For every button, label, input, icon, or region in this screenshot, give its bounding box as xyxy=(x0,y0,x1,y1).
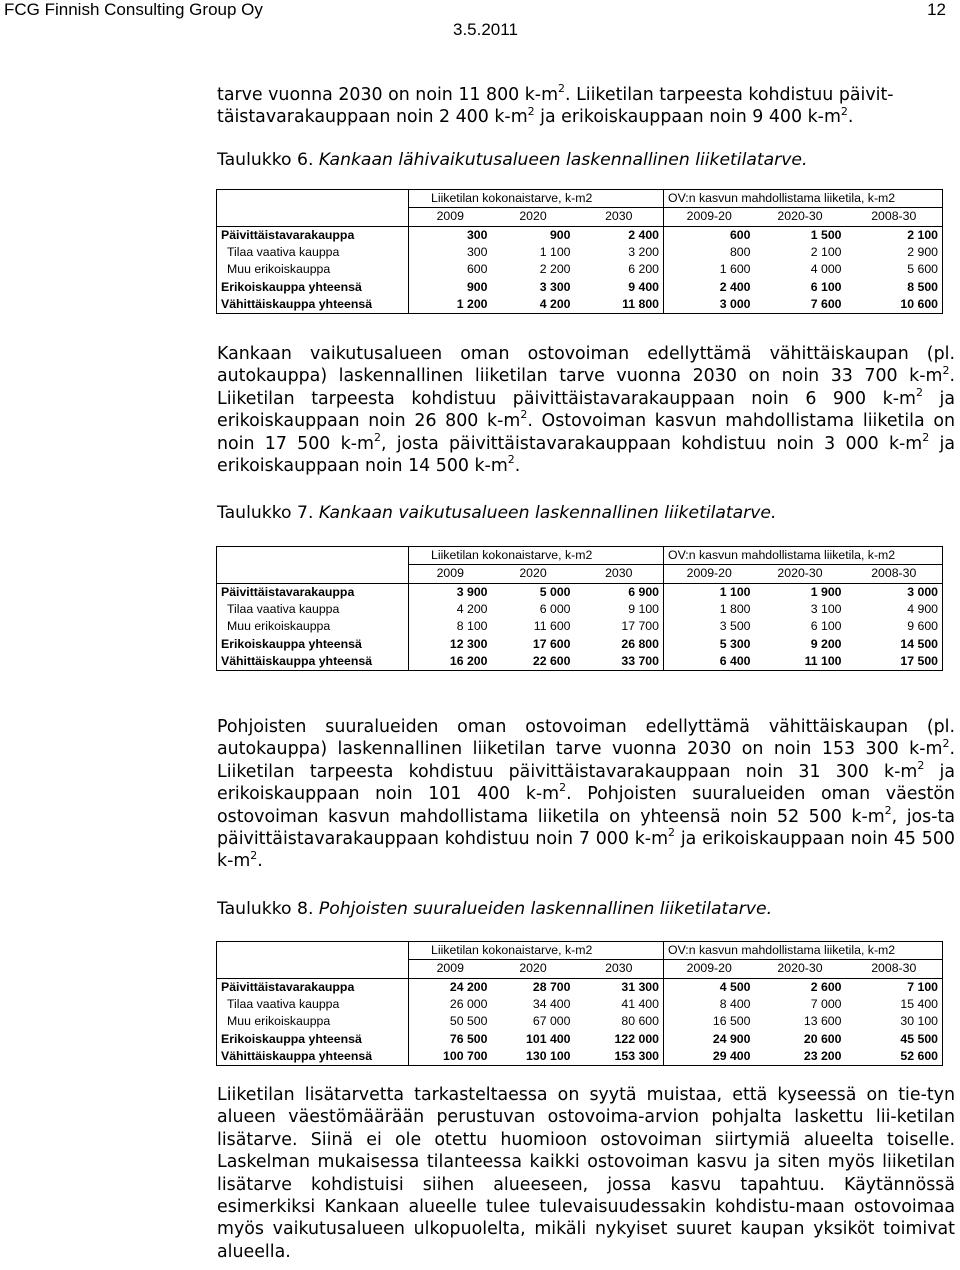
cell-value: 11 100 xyxy=(804,653,842,668)
cell-value: 12 300 xyxy=(449,636,488,651)
row-label: Muu erikoiskauppa xyxy=(217,1013,409,1030)
header-ov-growth: OV:n kasvun mahdollistama liiketila, k-m2 xyxy=(664,190,943,208)
paragraph-kangas-area: Kankaan vaikutusalueen oman ostovoiman edellyttämä vähittäiskaupan (pl. autokauppa) laskennallinen liiketilan tarve vuonna 2030 on noin 33 700 $k-m^2$. Liiketilan tarpeesta kohdistuu päivittäistavarakauppaan noin 6 900 $k-m^2$ ja erikoiskauppaan noin 26 800 $k-m^2$. Ostovoiman kasvun mahdollistama liiketila on noin 17 500 $k-m^2$, josta päivittäistavarakauppaan kohdistuu noin 3 000 $k-m^2$ ja erikoiskauppaan noin 14 500 $k-m^2$. xyxy=(217,344,955,477)
cell-value: 6 200 xyxy=(575,261,664,278)
table-row xyxy=(217,296,943,314)
cell-value: 7 000 xyxy=(810,997,842,1012)
cell-value: 2 400 xyxy=(575,226,664,244)
cell-value: 100 700 xyxy=(443,1048,488,1063)
paragraph-intro: tarve vuonna 2030 on noin 11 800 $k-m^2$. Liiketilan tarpeesta kohdistuu päivit- täistavarakauppaan noin 2 400 $k-m^2$ ja erikoiskauppaan noin 9 400 $k-m^2$. xyxy=(217,82,894,128)
cell-value: 1 100 xyxy=(539,245,571,260)
cell-value: 9 600 xyxy=(907,619,939,634)
cell-value: 4 500 xyxy=(719,979,751,994)
table-7-caption: Taulukko 7. Kankaan vaikutusalueen laskennallinen liiketilatarve. xyxy=(217,503,777,523)
row-label: Tilaa vaativa kauppa xyxy=(217,996,409,1013)
table-6 xyxy=(216,189,943,314)
cell-value: 10 600 xyxy=(900,296,939,311)
cell-value: 80 600 xyxy=(575,1013,664,1030)
cell-value: 2 900 xyxy=(907,245,939,260)
row-label: Vähittäiskauppa yhteensä xyxy=(217,1048,409,1066)
row-label: Vähittäiskauppa yhteensä xyxy=(217,653,409,671)
cell-value: 600 xyxy=(729,227,751,242)
table-row xyxy=(217,226,943,244)
cell-value: 1 200 xyxy=(456,296,488,311)
cell-value: 130 100 xyxy=(526,1048,571,1063)
table-header-group xyxy=(217,942,943,960)
table-row xyxy=(217,1048,943,1066)
table-header-years: 2009 2020 2030 2009-20 2020-30 2008-30 xyxy=(217,208,943,226)
cell-value: 22 600 xyxy=(532,653,571,668)
cell-value: 17 700 xyxy=(575,618,664,635)
cell-value: 3 300 xyxy=(539,279,571,294)
table-row xyxy=(217,261,943,278)
cell-value: 4 900 xyxy=(907,602,939,617)
cell-value: 6 900 xyxy=(575,583,664,601)
cell-value: 7 600 xyxy=(810,296,842,311)
cell-value: 28 700 xyxy=(532,979,571,994)
cell-value: 45 500 xyxy=(900,1031,939,1046)
cell-value: 9 100 xyxy=(575,601,664,618)
cell-value: 600 xyxy=(466,262,488,277)
cell-value: 3 100 xyxy=(810,602,842,617)
cell-value: 30 100 xyxy=(900,1014,939,1029)
cell-value: 26 000 xyxy=(449,997,488,1012)
page-number: 12 xyxy=(927,0,946,19)
paragraph-conclusion: Liiketilan lisätarvetta tarkasteltaessa on syytä muistaa, että kyseessä on tie-tyn alueen väestömäärään perustuvan ostovoima-arvion pohjalta laskettu lii-ketilan lisätarve. Siinä ei ole otettu huomioon ostovoiman siirtymiä alueelta toiselle. Laskelman mukaisessa tilanteessa kaikki ostovoiman kasvu ja siten myös liiketilan lisätarve kohdistuisi siihen alueeseen, jossa kasvu tapahtuu. Käytännössä esimerkiksi Kankaan alueelle tulee tulevaisuudessakin kohdistu-maan ostovoimaa myös vaikutusalueen ulkopuolelta, mikäli nykyiset suuret kaupan yksiköt toimivat alueella. xyxy=(217,1085,955,1262)
cell-value: 13 600 xyxy=(803,1014,842,1029)
cell-value: 3 900 xyxy=(456,584,488,599)
table-7 xyxy=(216,546,943,671)
table-header-group xyxy=(217,190,943,208)
cell-value: 15 400 xyxy=(900,997,939,1012)
cell-value: 900 xyxy=(549,227,571,242)
cell-value: 11 600 xyxy=(533,619,571,634)
table-row xyxy=(217,601,943,618)
cell-value: 122 000 xyxy=(575,1030,664,1047)
header-total-need: Liiketilan kokonaistarve, k-m2 xyxy=(409,942,664,960)
cell-value: 3 500 xyxy=(719,619,751,634)
table-6-caption: Taulukko 6. Kankaan lähivaikutusalueen laskennallinen liiketilatarve. xyxy=(217,150,808,170)
paragraph-northern-areas: Pohjoisten suuralueiden oman ostovoiman edellyttämä vähittäiskaupan (pl. autokauppa) laskennallinen liiketilan tarve vuonna 2030 on noin 153 300 $k-m^2$. Liiketilan tarpeesta kohdistuu päivittäistavarakauppaan noin 31 300 $k-m^2$ ja erikoiskauppaan noin 101 400 $k-m^2$. Pohjoisten suuralueiden oman väestön ostovoiman kasvun mahdollistama liiketila on yhteensä noin 52 500 $k-m^2$, jos-ta päivittäistavarakauppaan kohdistuu noin 7 000 $k-m^2$ ja erikoiskauppaan noin 45 500 $k-m^2$. xyxy=(217,717,955,872)
cell-value: 26 800 xyxy=(575,635,664,652)
row-label: Muu erikoiskauppa xyxy=(217,261,409,278)
row-label: Päivittäistavarakauppa xyxy=(217,583,409,601)
cell-value: 14 500 xyxy=(900,636,939,651)
table-8 xyxy=(216,941,943,1066)
cell-value: 24 900 xyxy=(712,1031,751,1046)
table-row xyxy=(217,583,943,601)
cell-value: 2 400 xyxy=(719,279,751,294)
cell-value: 2 600 xyxy=(810,979,842,994)
cell-value: 2 200 xyxy=(539,262,571,277)
table-8-caption: Taulukko 8. Pohjoisten suuralueiden laskennallinen liiketilatarve. xyxy=(217,899,773,919)
table-row xyxy=(217,635,943,652)
cell-value: 17 600 xyxy=(532,636,571,651)
table-row xyxy=(217,1030,943,1047)
row-label: Tilaa vaativa kauppa xyxy=(217,601,409,618)
cell-value: 900 xyxy=(466,279,488,294)
row-label: Erikoiskauppa yhteensä xyxy=(217,278,409,295)
cell-value: 5 300 xyxy=(719,636,751,651)
document-date: 3.5.2011 xyxy=(453,20,518,39)
cell-value: 1 500 xyxy=(810,227,842,242)
company-name: FCG Finnish Consulting Group Oy xyxy=(4,0,263,19)
table-row xyxy=(217,618,943,635)
row-label: Erikoiskauppa yhteensä xyxy=(217,635,409,652)
cell-value: 31 300 xyxy=(575,978,664,996)
cell-value: 300 xyxy=(466,227,488,242)
table-row xyxy=(217,278,943,295)
cell-value: 153 300 xyxy=(575,1048,664,1066)
cell-value: 3 200 xyxy=(575,244,664,261)
header-ov-growth: OV:n kasvun mahdollistama liiketila, k-m2 xyxy=(664,942,943,960)
cell-value: 101 400 xyxy=(526,1031,571,1046)
cell-value: 8 500 xyxy=(907,279,939,294)
cell-value: 3 000 xyxy=(719,296,751,311)
cell-value: 29 400 xyxy=(712,1048,751,1063)
cell-value: 6 100 xyxy=(810,619,842,634)
header-total-need: Liiketilan kokonaistarve, k-m2 xyxy=(409,190,664,208)
table-header-years: 2009 2020 2030 2009-20 2020-30 2008-30 xyxy=(217,565,943,583)
table-row xyxy=(217,1013,943,1030)
cell-value: 9 400 xyxy=(575,278,664,295)
cell-value: 6 100 xyxy=(810,279,842,294)
row-label: Vähittäiskauppa yhteensä xyxy=(217,296,409,314)
cell-value: 16 500 xyxy=(712,1014,751,1029)
cell-value: 2 100 xyxy=(810,245,842,260)
cell-value: 76 500 xyxy=(449,1031,488,1046)
table-row xyxy=(217,978,943,996)
header-ov-growth: OV:n kasvun mahdollistama liiketila, k-m2 xyxy=(664,547,943,565)
cell-value: 1 900 xyxy=(810,584,842,599)
cell-value: 50 500 xyxy=(449,1014,488,1029)
cell-value: 34 400 xyxy=(532,997,571,1012)
cell-value: 24 200 xyxy=(449,979,488,994)
cell-value: 4 000 xyxy=(810,262,842,277)
cell-value: 8 100 xyxy=(456,619,488,634)
cell-value: 1 800 xyxy=(719,602,751,617)
row-label: Päivittäistavarakauppa xyxy=(217,978,409,996)
cell-value: 6 000 xyxy=(539,602,571,617)
cell-value: 33 700 xyxy=(575,653,664,671)
cell-value: 4 200 xyxy=(539,296,571,311)
cell-value: 16 200 xyxy=(449,653,488,668)
table-row xyxy=(217,244,943,261)
header-total-need: Liiketilan kokonaistarve, k-m2 xyxy=(409,547,664,565)
cell-value: 41 400 xyxy=(575,996,664,1013)
cell-value: 7 100 xyxy=(907,979,939,994)
cell-value: 800 xyxy=(729,245,751,260)
row-label: Tilaa vaativa kauppa xyxy=(217,244,409,261)
row-label: Erikoiskauppa yhteensä xyxy=(217,1030,409,1047)
cell-value: 1 100 xyxy=(719,584,751,599)
cell-value: 11 800 xyxy=(575,296,664,314)
table-header-group xyxy=(217,547,943,565)
table-header-years: 2009 2020 2030 2009-20 2020-30 2008-30 xyxy=(217,960,943,978)
cell-value: 5 600 xyxy=(907,262,939,277)
cell-value: 5 000 xyxy=(539,584,571,599)
cell-value: 6 400 xyxy=(719,653,751,668)
cell-value: 3 000 xyxy=(907,584,939,599)
row-label: Päivittäistavarakauppa xyxy=(217,226,409,244)
cell-value: 20 600 xyxy=(803,1031,842,1046)
cell-value: 4 200 xyxy=(456,602,488,617)
table-row xyxy=(217,996,943,1013)
cell-value: 300 xyxy=(466,245,488,260)
table-row xyxy=(217,653,943,671)
row-label: Muu erikoiskauppa xyxy=(217,618,409,635)
cell-value: 8 400 xyxy=(719,997,751,1012)
cell-value: 17 500 xyxy=(900,653,939,668)
cell-value: 52 600 xyxy=(900,1048,939,1063)
cell-value: 2 100 xyxy=(907,227,939,242)
cell-value: 67 000 xyxy=(532,1014,571,1029)
cell-value: 1 600 xyxy=(719,262,751,277)
cell-value: 9 200 xyxy=(810,636,842,651)
cell-value: 23 200 xyxy=(803,1048,842,1063)
